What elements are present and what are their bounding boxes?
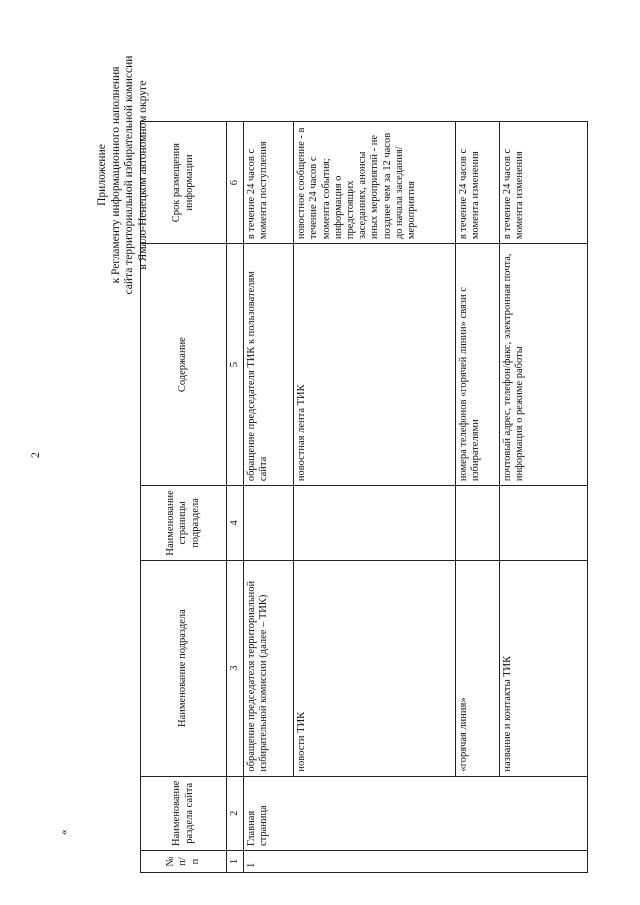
row-term: в течение 24 часов с момента изменения [456,122,500,244]
row-subsection: «горячая линия» [456,560,500,776]
row-subsection: новости ТИК [294,560,456,776]
col-number: 6 [227,122,244,244]
col-header-subsection: Наименование подраздела [141,560,227,776]
row-content: новостная лента ТИК [294,244,456,486]
row-page [294,486,456,560]
table-header-row [141,122,227,873]
header-line-3: сайта территориальной избирательной комиссии [123,55,135,295]
row-page [244,486,294,560]
row-num: 1 [244,851,294,873]
header-line-4: в Ямало-Ненецком автономном округе [136,80,149,270]
table-row [456,122,500,873]
col-header-term: Срок размещения информации [141,122,227,244]
row-num [456,851,500,873]
row-term: в течение 24 часов с момента поступления [244,122,294,244]
col-number: 3 [227,560,244,776]
row-content: почтовый адрес, телефон/факс, электронная почта, информация о режиме работы [500,244,588,486]
row-section [500,776,588,850]
row-term: в течение 24 часов с момента изменения [500,122,588,244]
row-subsection: название и контакты ТИК [500,560,588,776]
row-num [500,851,588,873]
row-subsection: обращение председателя территориальной избирательной комиссии (далее – ТИК) [244,560,294,776]
row-section [456,776,500,850]
col-header-section: Наименование раздела сайта [141,776,227,850]
table-row [500,122,588,873]
header-line-2: к Регламенту информационного наполнения [109,66,122,284]
row-section [294,776,456,850]
col-header-num: № п/п [141,851,227,873]
page-number: 2 [28,452,42,458]
row-section: Главная страница [244,776,294,850]
col-number: 4 [227,486,244,560]
col-number: 5 [227,244,244,486]
table-row [244,122,294,873]
table-row [294,122,456,873]
row-content: номера телефонов «горячей линии» связи с избирателями [456,244,500,486]
col-header-page: Наименование страницы подраздела [141,486,227,560]
row-term: новостное сообщение - в течение 24 часов с момента события; информация о предстоящих заседаниях, анонсы иных мероприятий - не позднее чем за 12 часов до начала заседания/мероприятия [294,122,456,244]
regulation-table [140,121,588,873]
row-content: обращение председателя ТИК к пользователям сайта [244,244,294,486]
col-number: 2 [227,776,244,850]
row-page [500,486,588,560]
col-number: 1 [227,851,244,873]
corner-mark: « [58,829,70,835]
column-numbers-row [227,122,244,873]
header-line-1: Приложение [96,144,108,206]
row-num [294,851,456,873]
col-header-content: Содержание [141,244,227,486]
row-page [456,486,500,560]
